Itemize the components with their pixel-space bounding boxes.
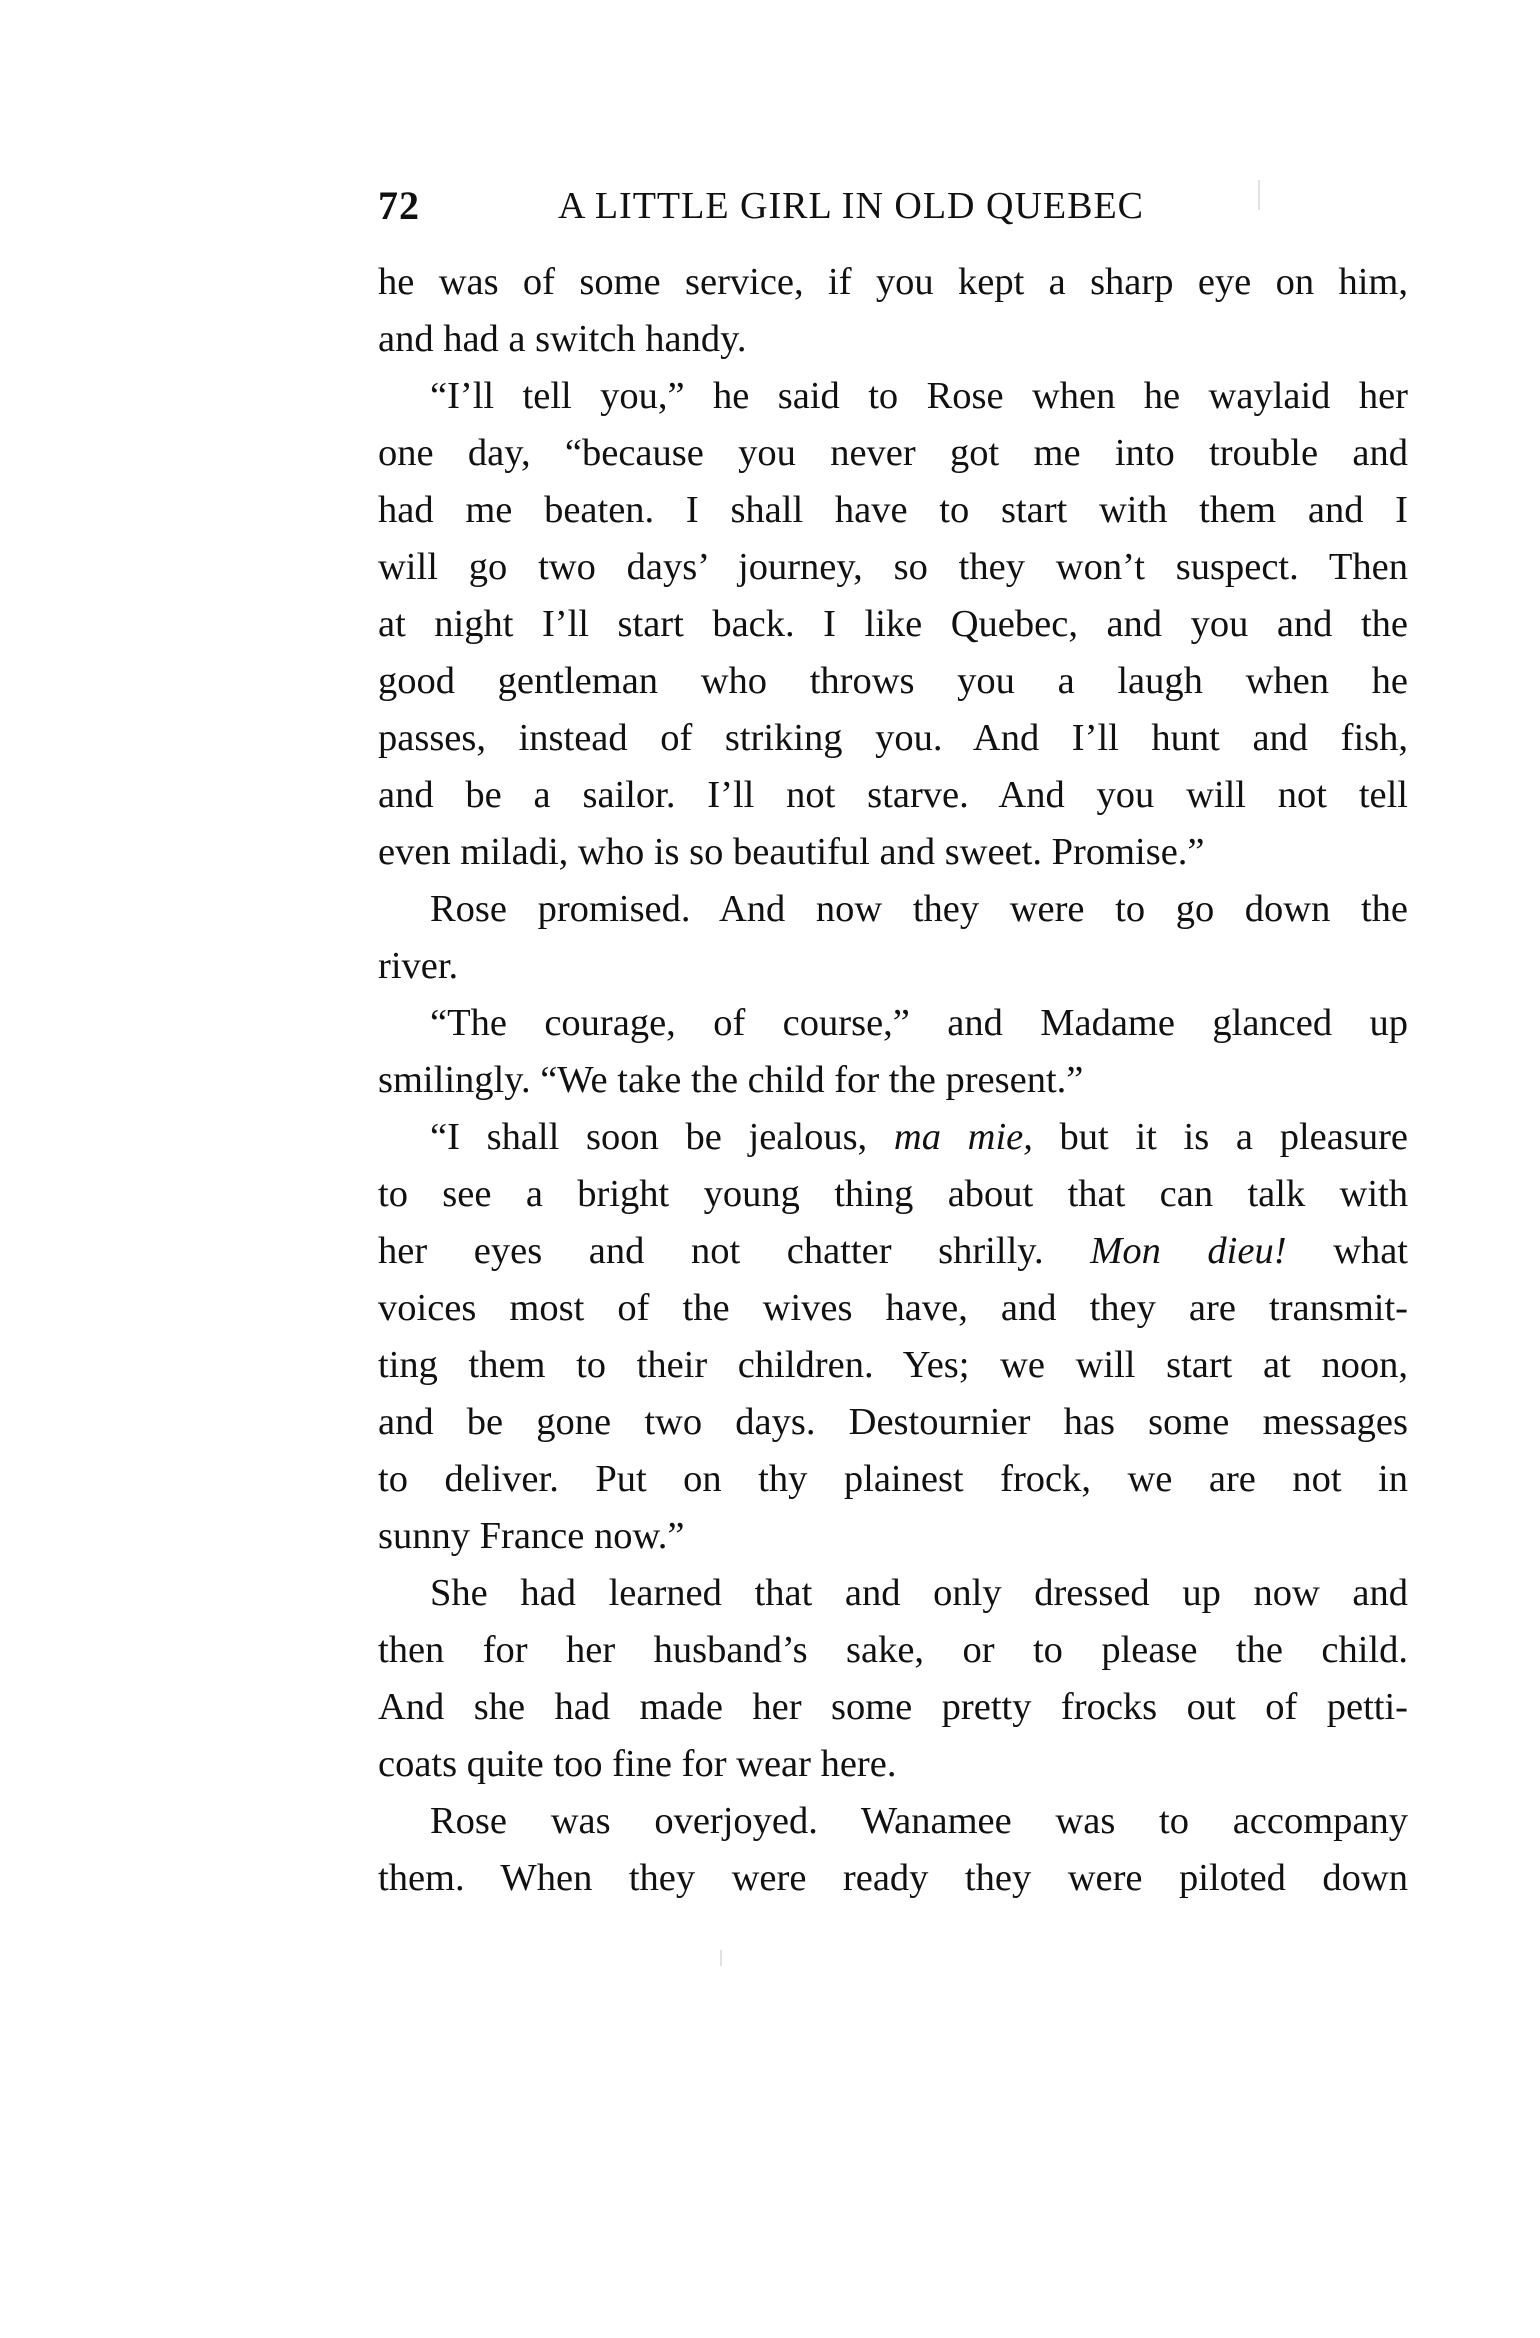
text-line: had me beaten. I shall have to start with them and I [378, 489, 1408, 531]
text-line: Rose promised. And now they were to go down the [430, 888, 1408, 930]
text-line: river. [378, 945, 459, 987]
text-line: She had learned that and only dressed up now and [430, 1572, 1408, 1614]
text-segment: what [1286, 1230, 1408, 1272]
text-line: Rose was overjoyed. Wanamee was to accompany [430, 1800, 1408, 1842]
text-line: he was of some service, if you kept a sharp eye on him, [378, 261, 1408, 303]
text-segment: but it is a pleasure [1032, 1116, 1408, 1158]
text-line: coats quite too fine for wear here. [378, 1743, 897, 1785]
text-line: to deliver. Put on thy plainest frock, we are not in [378, 1458, 1408, 1500]
text-line: smilingly. “We take the child for the present.” [378, 1059, 1084, 1101]
text-line: And she had made her some pretty frocks out of petti- [378, 1686, 1408, 1728]
text-line: to see a bright young thing about that can talk with [378, 1173, 1408, 1215]
running-head [378, 180, 1408, 232]
text-line: and be gone two days. Destournier has some messages [378, 1401, 1408, 1443]
text-line: sunny France now.” [378, 1515, 685, 1557]
text-line: and be a sailor. I’ll not starve. And you will not tell [378, 774, 1408, 816]
text-line: passes, instead of striking you. And I’ll hunt and fish, [378, 717, 1408, 759]
body-text [378, 254, 1408, 1907]
page-number: 72 [378, 183, 420, 228]
text-line [378, 1109, 1408, 1166]
text-line: them. When they were ready they were piloted down [378, 1857, 1408, 1899]
text-line: “The courage, of course,” and Madame glanced up [430, 1002, 1408, 1044]
text-segment: her eyes and not chatter shrilly. [378, 1230, 1091, 1272]
scan-speck [1258, 180, 1260, 210]
text-line: then for her husband’s sake, or to please the child. [378, 1629, 1408, 1671]
italic-phrase: ma mie, [893, 1116, 1033, 1158]
text-line: good gentleman who throws you a laugh when he [378, 660, 1408, 702]
scan-speck [720, 1950, 722, 1966]
text-segment: “I shall soon be jealous, [430, 1116, 894, 1158]
text-line: “I’ll tell you,” he said to Rose when he waylaid her [430, 375, 1408, 417]
text-line: will go two days’ journey, so they won’t suspect. Then [378, 546, 1408, 588]
text-line: one day, “because you never got me into trouble and [378, 432, 1408, 474]
text-line: ting them to their children. Yes; we will start at noon, [378, 1344, 1408, 1386]
running-title: A LITTLE GIRL IN OLD QUEBEC [558, 185, 1144, 227]
text-line: voices most of the wives have, and they are transmit- [378, 1287, 1408, 1329]
text-line: at night I’ll start back. I like Quebec, and you and the [378, 603, 1408, 645]
text-line: and had a switch handy. [378, 318, 747, 360]
text-line: even miladi, who is so beautiful and sweet. Promise.” [378, 831, 1205, 873]
italic-phrase: Mon dieu! [1090, 1230, 1287, 1272]
text-line [378, 1223, 1408, 1280]
